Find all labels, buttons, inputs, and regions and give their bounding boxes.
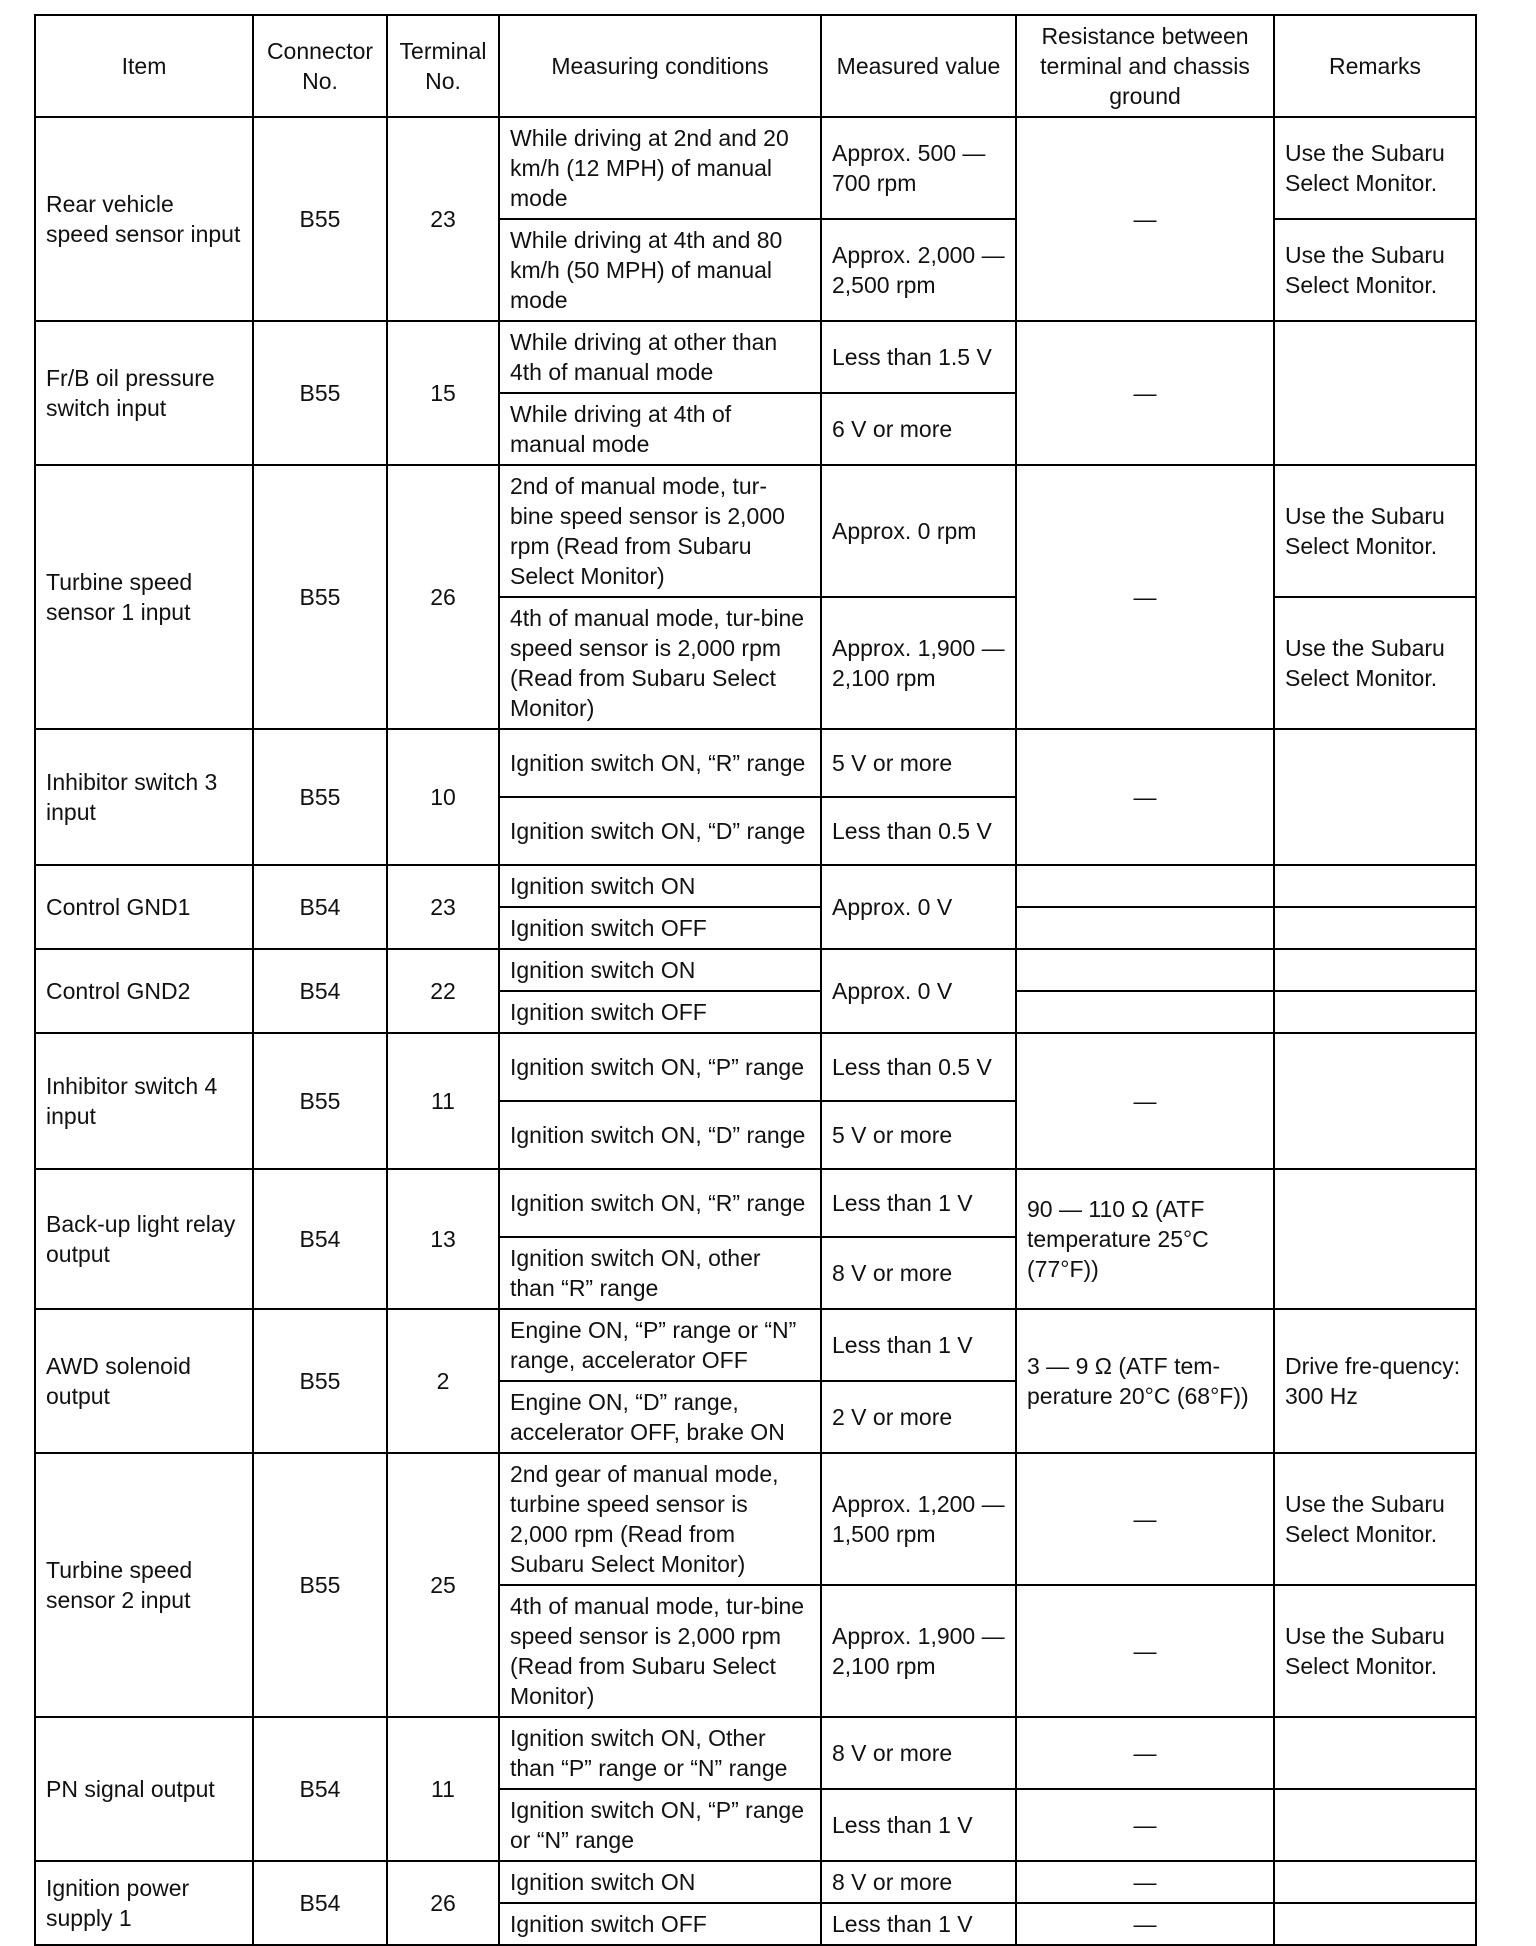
row-terminal: 26	[387, 465, 499, 729]
row-item: Turbine speed sensor 2 input	[35, 1453, 253, 1717]
row-remarks	[1274, 949, 1476, 991]
row-resistance: 90 — 110 Ω (ATF temperature 25°C (77°F))	[1016, 1169, 1274, 1309]
row-terminal: 11	[387, 1033, 499, 1169]
row-resistance: —	[1016, 1453, 1274, 1585]
row-value: Approx. 0 rpm	[821, 465, 1016, 597]
row-connector: B54	[253, 949, 387, 1033]
row-connector: B55	[253, 1453, 387, 1717]
row-connector: B55	[253, 1033, 387, 1169]
row-value: 5 V or more	[821, 729, 1016, 797]
row-remarks	[1274, 1861, 1476, 1903]
row-value: Less than 0.5 V	[821, 1033, 1016, 1101]
row-condition: 4th of manual mode, tur-bine speed sensor is 2,000 rpm (Read from Subaru Select Monitor)	[499, 1585, 821, 1717]
row-condition: Ignition switch ON, “P” range	[499, 1033, 821, 1101]
table-row	[35, 949, 1476, 991]
row-condition: Engine ON, “D” range, accelerator OFF, brake ON	[499, 1381, 821, 1453]
row-condition: Ignition switch ON, “R” range	[499, 1169, 821, 1237]
row-remarks	[1274, 991, 1476, 1033]
terminal-spec-sheet	[34, 14, 1475, 1946]
row-condition: Ignition switch ON, “D” range	[499, 797, 821, 865]
row-value: Less than 1 V	[821, 1309, 1016, 1381]
row-value: Approx. 0 V	[821, 949, 1016, 1033]
row-remarks	[1274, 907, 1476, 949]
row-terminal: 2	[387, 1309, 499, 1453]
row-item: Back-up light relay output	[35, 1169, 253, 1309]
row-remarks: Use the Subaru Select Monitor.	[1274, 465, 1476, 597]
header-measured-value: Measured value	[821, 15, 1016, 117]
row-item: Control GND2	[35, 949, 253, 1033]
row-value: Less than 1 V	[821, 1789, 1016, 1861]
row-resistance: —	[1016, 1585, 1274, 1717]
header-connector: Connector No.	[253, 15, 387, 117]
row-item: Inhibitor switch 4 input	[35, 1033, 253, 1169]
row-resistance: —	[1016, 1033, 1274, 1169]
row-terminal: 25	[387, 1453, 499, 1717]
row-item: Fr/B oil pressure switch input	[35, 321, 253, 465]
row-remarks	[1274, 729, 1476, 865]
row-remarks	[1274, 1169, 1476, 1309]
row-value: 6 V or more	[821, 393, 1016, 465]
row-remarks	[1274, 1717, 1476, 1789]
row-value: Approx. 0 V	[821, 865, 1016, 949]
row-resistance: —	[1016, 321, 1274, 465]
row-condition: Ignition switch ON	[499, 865, 821, 907]
row-item: Rear vehicle speed sensor input	[35, 117, 253, 321]
row-item: Inhibitor switch 3 input	[35, 729, 253, 865]
header-terminal: Terminal No.	[387, 15, 499, 117]
table-row	[35, 729, 1476, 797]
row-condition: Ignition switch OFF	[499, 1903, 821, 1945]
row-resistance: 3 — 9 Ω (ATF tem-perature 20°C (68°F))	[1016, 1309, 1274, 1453]
row-condition: Ignition switch ON	[499, 949, 821, 991]
table-row	[35, 117, 1476, 219]
row-condition: Ignition switch ON, “D” range	[499, 1101, 821, 1169]
row-terminal: 23	[387, 865, 499, 949]
row-resistance: —	[1016, 729, 1274, 865]
row-value: Approx. 2,000 — 2,500 rpm	[821, 219, 1016, 321]
table-row	[35, 1169, 1476, 1237]
header-remarks: Remarks	[1274, 15, 1476, 117]
row-condition: Ignition switch OFF	[499, 907, 821, 949]
header-resistance: Resistance between terminal and chassis ground	[1016, 15, 1274, 117]
row-condition: 2nd of manual mode, tur-bine speed sensor is 2,000 rpm (Read from Subaru Select Monitor)	[499, 465, 821, 597]
row-value: Less than 1.5 V	[821, 321, 1016, 393]
row-value: Approx. 1,900 — 2,100 rpm	[821, 1585, 1016, 1717]
row-remarks: Use the Subaru Select Monitor.	[1274, 1585, 1476, 1717]
row-remarks	[1274, 1033, 1476, 1169]
row-remarks	[1274, 1903, 1476, 1945]
row-condition: While driving at other than 4th of manual mode	[499, 321, 821, 393]
row-value: Less than 1 V	[821, 1169, 1016, 1237]
row-remarks	[1274, 1789, 1476, 1861]
row-remarks: Use the Subaru Select Monitor.	[1274, 597, 1476, 729]
row-remarks: Use the Subaru Select Monitor.	[1274, 219, 1476, 321]
row-value: Less than 1 V	[821, 1903, 1016, 1945]
row-terminal: 15	[387, 321, 499, 465]
row-condition: While driving at 4th and 80 km/h (50 MPH) of manual mode	[499, 219, 821, 321]
row-value: 2 V or more	[821, 1381, 1016, 1453]
row-resistance	[1016, 907, 1274, 949]
row-condition: 4th of manual mode, tur-bine speed sensor is 2,000 rpm (Read from Subaru Select Monitor)	[499, 597, 821, 729]
row-connector: B55	[253, 729, 387, 865]
row-item: Ignition power supply 1	[35, 1861, 253, 1945]
row-resistance: —	[1016, 117, 1274, 321]
row-item: Turbine speed sensor 1 input	[35, 465, 253, 729]
row-terminal: 23	[387, 117, 499, 321]
table-row	[35, 321, 1476, 393]
row-connector: B54	[253, 1169, 387, 1309]
table-header-row	[35, 15, 1476, 117]
row-value: 5 V or more	[821, 1101, 1016, 1169]
row-value: Approx. 1,200 — 1,500 rpm	[821, 1453, 1016, 1585]
row-connector: B54	[253, 865, 387, 949]
row-terminal: 11	[387, 1717, 499, 1861]
row-connector: B55	[253, 117, 387, 321]
row-connector: B55	[253, 321, 387, 465]
row-remarks: Use the Subaru Select Monitor.	[1274, 1453, 1476, 1585]
row-resistance: —	[1016, 1717, 1274, 1789]
header-item: Item	[35, 15, 253, 117]
table-row	[35, 1717, 1476, 1789]
row-terminal: 10	[387, 729, 499, 865]
row-remarks	[1274, 865, 1476, 907]
row-resistance	[1016, 949, 1274, 991]
table-row	[35, 1033, 1476, 1101]
row-item: PN signal output	[35, 1717, 253, 1861]
row-connector: B54	[253, 1717, 387, 1861]
row-condition: Ignition switch ON, Other than “P” range or “N” range	[499, 1717, 821, 1789]
row-condition: Ignition switch OFF	[499, 991, 821, 1033]
row-item: AWD solenoid output	[35, 1309, 253, 1453]
row-resistance: —	[1016, 1861, 1274, 1903]
row-condition: Ignition switch ON, “P” range or “N” range	[499, 1789, 821, 1861]
row-resistance: —	[1016, 1789, 1274, 1861]
row-item: Control GND1	[35, 865, 253, 949]
table-row	[35, 1453, 1476, 1585]
row-resistance: —	[1016, 1903, 1274, 1945]
table-row	[35, 1861, 1476, 1903]
row-value: Approx. 1,900 — 2,100 rpm	[821, 597, 1016, 729]
row-condition: Ignition switch ON, “R” range	[499, 729, 821, 797]
row-remarks: Drive fre-quency: 300 Hz	[1274, 1309, 1476, 1453]
header-conditions: Measuring conditions	[499, 15, 821, 117]
row-value: Approx. 500 — 700 rpm	[821, 117, 1016, 219]
row-connector: B55	[253, 1309, 387, 1453]
table-row	[35, 1309, 1476, 1381]
row-condition: While driving at 4th of manual mode	[499, 393, 821, 465]
row-remarks	[1274, 321, 1476, 465]
row-resistance: —	[1016, 465, 1274, 729]
row-terminal: 13	[387, 1169, 499, 1309]
row-resistance	[1016, 991, 1274, 1033]
row-condition: Engine ON, “P” range or “N” range, accelerator OFF	[499, 1309, 821, 1381]
row-value: 8 V or more	[821, 1861, 1016, 1903]
row-value: Less than 0.5 V	[821, 797, 1016, 865]
row-resistance	[1016, 865, 1274, 907]
row-condition: Ignition switch ON, other than “R” range	[499, 1237, 821, 1309]
row-terminal: 26	[387, 1861, 499, 1945]
row-value: 8 V or more	[821, 1717, 1016, 1789]
row-condition: Ignition switch ON	[499, 1861, 821, 1903]
row-connector: B55	[253, 465, 387, 729]
table-row	[35, 465, 1476, 597]
table-row	[35, 865, 1476, 907]
row-terminal: 22	[387, 949, 499, 1033]
row-condition: While driving at 2nd and 20 km/h (12 MPH) of manual mode	[499, 117, 821, 219]
row-condition: 2nd gear of manual mode, turbine speed sensor is 2,000 rpm (Read from Subaru Select Monitor)	[499, 1453, 821, 1585]
row-connector: B54	[253, 1861, 387, 1945]
row-remarks: Use the Subaru Select Monitor.	[1274, 117, 1476, 219]
terminal-spec-table	[34, 14, 1477, 1946]
row-value: 8 V or more	[821, 1237, 1016, 1309]
